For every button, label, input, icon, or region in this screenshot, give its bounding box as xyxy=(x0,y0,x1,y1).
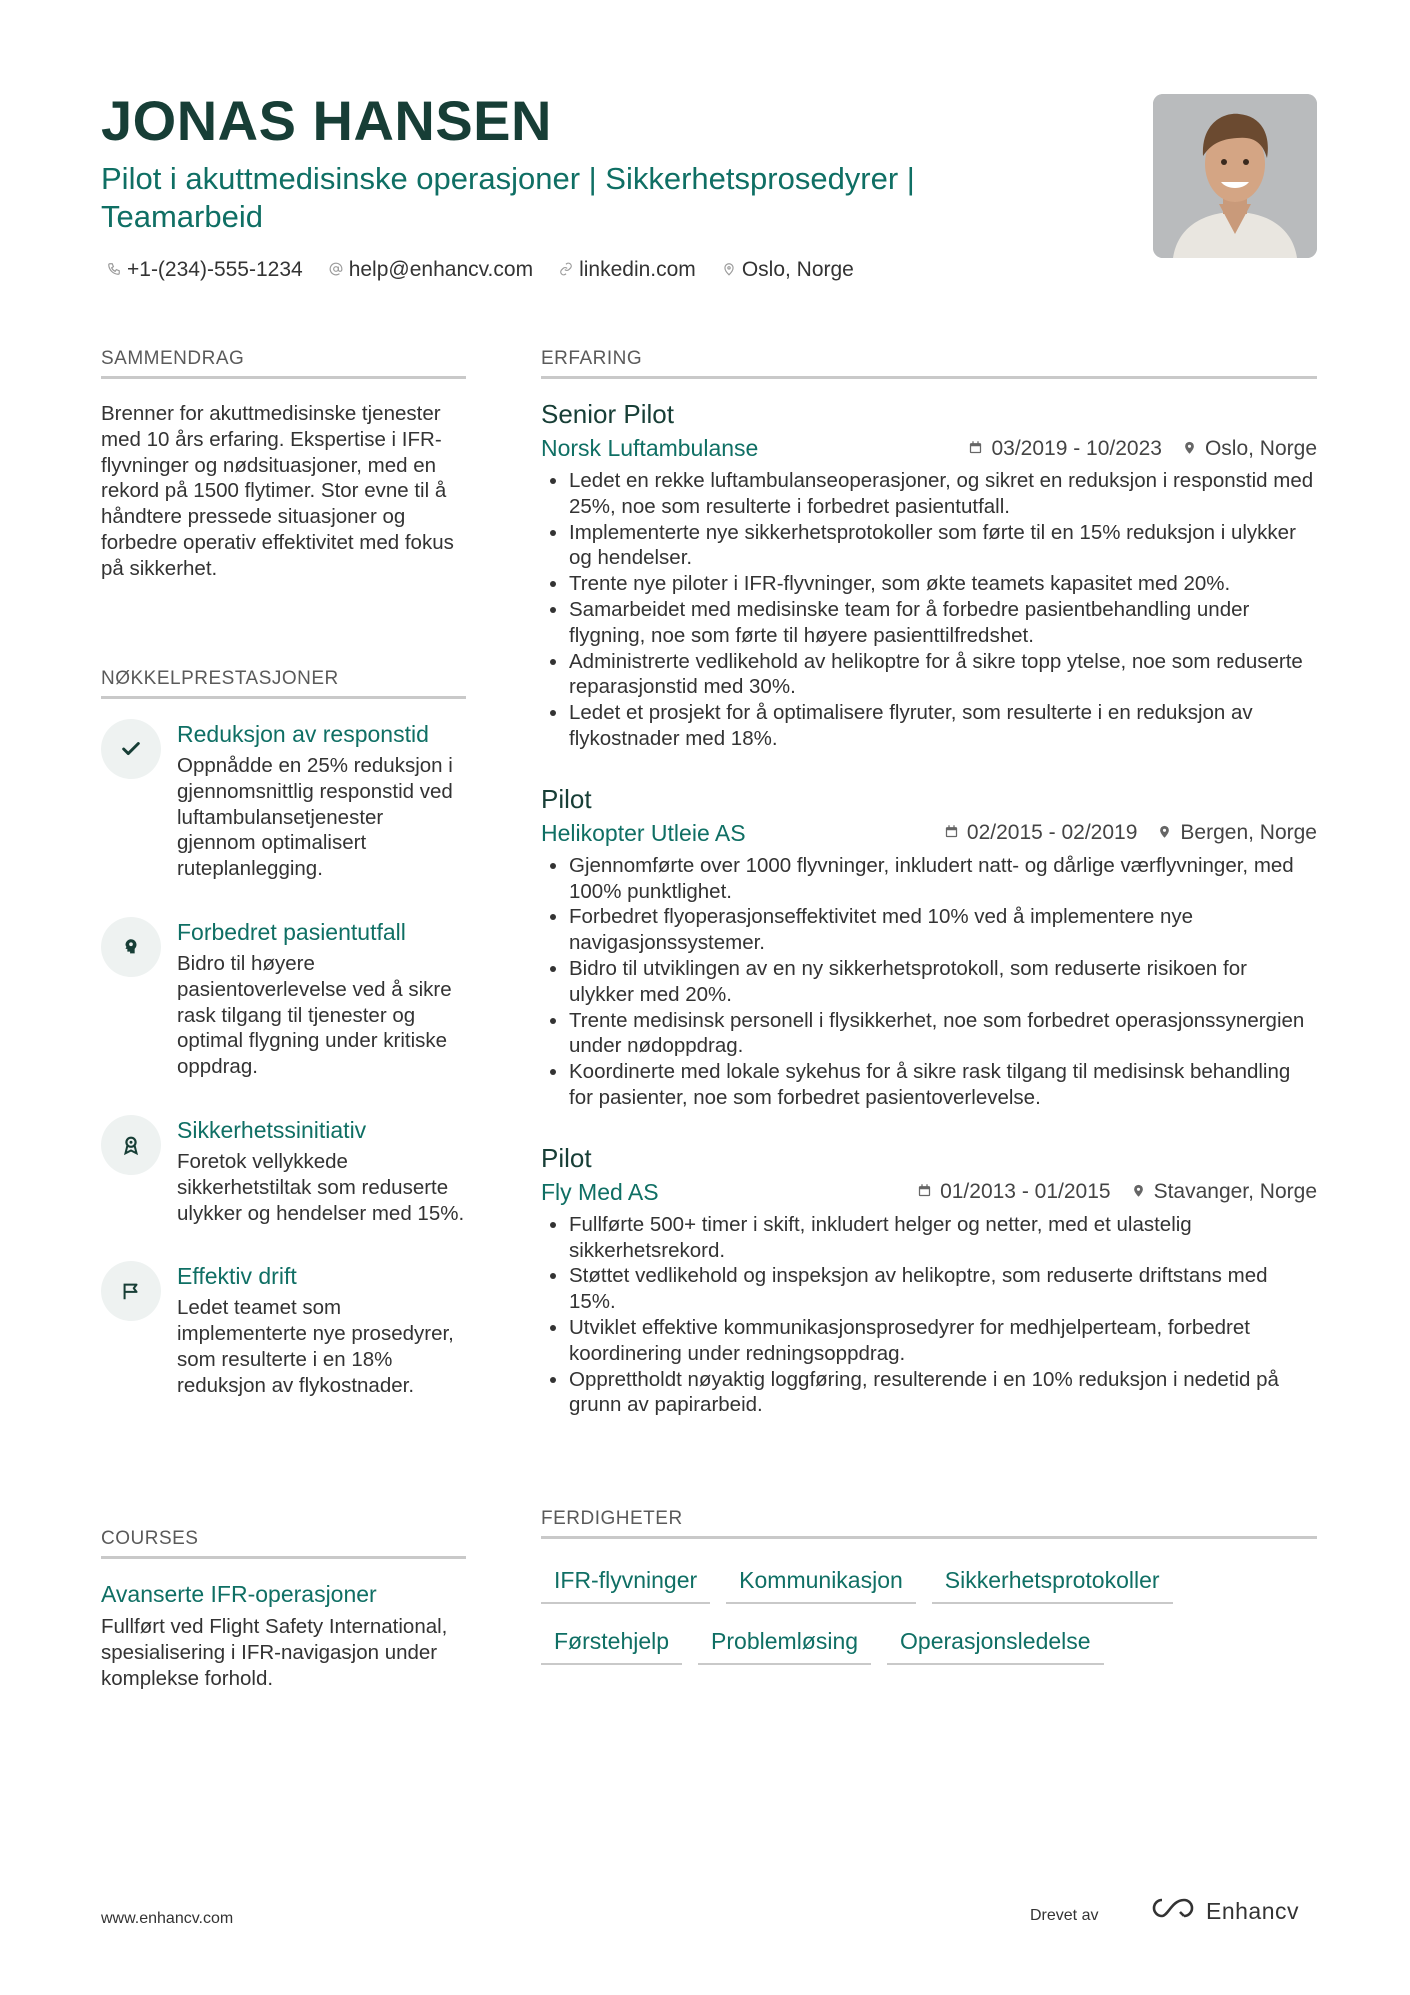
job-title: Pilot xyxy=(541,783,592,814)
section-title: SAMMENDRAG xyxy=(101,348,466,379)
company-name: Norsk Luftambulanse xyxy=(541,435,759,461)
skill-tag: IFR-flyvninger xyxy=(541,1561,710,1604)
candidate-name: JONAS HANSEN xyxy=(101,89,552,152)
award-icon xyxy=(101,1115,161,1175)
section-title: NØKKELPRESTASJONER xyxy=(101,668,466,699)
bullet-item: • Administrerte vedlikehold av helikoptre for å sikre topp ytelse, noe som reduserte reparasjonstid med 30%. xyxy=(569,649,1317,701)
achievements-section xyxy=(101,668,466,1399)
achievement-title: Forbedret pasientutfall xyxy=(177,918,406,945)
job-bullets xyxy=(541,468,1317,752)
headline: Pilot i akuttmedisinske operasjoner | Sikkerhetsprosedyrer | Teamarbeid xyxy=(101,161,915,234)
infinity-logo-icon xyxy=(1150,1897,1196,1925)
skill-tag: Førstehjelp xyxy=(541,1622,682,1665)
bullet-item: • Støttet vedlikehold og inspeksjon av helikoptre, som reduserte driftstans med 15%. xyxy=(569,1263,1317,1315)
calendar-icon xyxy=(968,437,983,461)
flag-icon xyxy=(101,1261,161,1321)
brand-name: Enhancv xyxy=(1206,1897,1300,1924)
phone-icon xyxy=(107,258,121,282)
achievement-desc: Foretok vellykkede sikkerhetstiltak som reduserte ulykker og hendelser med 15%. xyxy=(177,1149,465,1225)
skill-tag: Problemløsing xyxy=(698,1622,871,1665)
skills-section xyxy=(541,1508,1317,1665)
achievement-item xyxy=(101,917,466,1080)
section-title: ERFARING xyxy=(541,348,1317,379)
location-pin-icon xyxy=(1157,821,1172,845)
skill-tag: Sikkerhetsprotokoller xyxy=(932,1561,1173,1604)
achievement-title: Effektiv drift xyxy=(177,1263,297,1290)
bullet-item: • Opprettholdt nøyaktig loggføring, resulterende i en 10% reduksjon i nedetid på grunn av papirarbeid. xyxy=(569,1367,1317,1419)
company-name: Fly Med AS xyxy=(541,1178,659,1205)
link-icon xyxy=(559,258,573,282)
contact-linkedin[interactable] xyxy=(559,258,696,282)
footer-powered-by: Drevet av xyxy=(1030,1907,1099,1924)
job-dates: 01/2013 - 01/2015 xyxy=(940,1180,1111,1204)
summary-text: Brenner for akuttmedisinske tjenester med 10 års erfaring. Ekspertise i IFR-flyvninger og nødsituasjoner, med en rekord på 1500 flytimer. Stor evne til å håndtere pressede situasjoner og forbedre operativ effektivitet med fokus på sikkerhet. xyxy=(101,402,454,580)
bullet-item: • Gjennomførte over 1000 flyvninger, inkludert natt- og dårlige værflyvninger, med 100% punktlighet. xyxy=(569,853,1317,905)
profile-photo xyxy=(1153,94,1317,258)
achievement-item xyxy=(101,1261,466,1398)
courses-section xyxy=(101,1528,466,1691)
phone-text: +1-(234)-555-1234 xyxy=(127,258,303,281)
achievement-desc: Ledet teamet som implementerte nye prosedyrer, som resulterte i en 18% reduksjon av flykostnader. xyxy=(177,1296,454,1397)
company-name: Helikopter Utleie AS xyxy=(541,819,746,846)
achievement-title: Sikkerhetssinitiativ xyxy=(177,1116,367,1143)
job-entry xyxy=(541,1141,1317,1418)
location-pin-icon xyxy=(1131,1180,1146,1204)
section-title: FERDIGHETER xyxy=(541,1508,1317,1539)
bullet-item: • Implementerte nye sikkerhetsprotokoller som førte til en 15% reduksjon i ulykker og hendelser. xyxy=(569,520,1317,572)
job-location: Oslo, Norge xyxy=(1204,436,1317,460)
course-desc: Fullført ved Flight Safety International, spesialisering i IFR-navigasjon under komplekse forhold. xyxy=(101,1615,448,1690)
contact-bar xyxy=(107,258,854,282)
calendar-icon xyxy=(917,1180,932,1204)
section-title: COURSES xyxy=(101,1528,466,1559)
contact-location xyxy=(722,258,854,282)
contact-email[interactable] xyxy=(329,258,533,282)
skill-tag: Kommunikasjon xyxy=(726,1561,916,1604)
bullet-item: • Bidro til utviklingen av en ny sikkerhetsprotokoll, som reduserte risikoen for ulykker med 20%. xyxy=(569,956,1317,1008)
achievement-title: Reduksjon av responstid xyxy=(177,721,429,747)
bullet-item: • Ledet et prosjekt for å optimalisere flyruter, som resulterte i en reduksjon av flykostnader med 18%. xyxy=(569,700,1317,752)
linkedin-text[interactable]: linkedin.com xyxy=(579,258,696,281)
bullet-item: • Ledet en rekke luftambulanseoperasjoner, og sikret en reduksjon i responstid med 25%, noe som resulterte i forbedret pasientutfall. xyxy=(569,468,1317,520)
calendar-icon xyxy=(944,821,959,845)
location-pin-icon xyxy=(1182,437,1197,461)
job-bullets xyxy=(541,1212,1317,1418)
job-dates: 03/2019 - 10/2023 xyxy=(991,436,1162,460)
location-text: Oslo, Norge xyxy=(741,258,854,281)
check-icon xyxy=(101,719,161,779)
bullet-item: • Samarbeidet med medisinske team for å forbedre pasientbehandling under flygning, noe som førte til høyere pasienttilfredshet. xyxy=(569,597,1317,649)
location-pin-icon xyxy=(722,258,736,282)
course-title: Avanserte IFR-operasjoner xyxy=(101,1581,377,1607)
brain-icon xyxy=(101,917,161,977)
email-text[interactable]: help@enhancv.com xyxy=(348,258,534,281)
achievement-item xyxy=(101,1115,466,1226)
skill-tag: Operasjonsledelse xyxy=(887,1622,1104,1665)
job-bullets xyxy=(541,853,1317,1111)
bullet-item: • Utviklet effektive kommunikasjonsprosedyrer for medhjelperteam, forbedret koordinering under redningsoppdrag. xyxy=(569,1315,1317,1367)
contact-phone xyxy=(107,258,303,282)
skills-list xyxy=(541,1561,1241,1665)
at-icon xyxy=(329,258,343,282)
bullet-item: • Trente nye piloter i IFR-flyvninger, som økte teamets kapasitet med 20%. xyxy=(569,571,1317,597)
achievement-item xyxy=(101,719,466,882)
job-dates: 02/2015 - 02/2019 xyxy=(966,821,1138,845)
bullet-item: • Forbedret flyoperasjonseffektivitet med 10% ved å implementere nye navigasjonssystemer. xyxy=(569,904,1317,956)
job-title: Pilot xyxy=(541,1142,592,1173)
footer-url[interactable]: www.enhancv.com xyxy=(101,1910,234,1927)
job-title: Senior Pilot xyxy=(541,399,674,429)
brand-logo[interactable] xyxy=(1150,1897,1299,1925)
achievement-desc: Bidro til høyere pasientoverlevelse ved å sikre rask tilgang til tjenester og optimal flygning under kritiske oppdrag. xyxy=(177,951,452,1079)
job-location: Stavanger, Norge xyxy=(1153,1180,1317,1204)
job-location: Bergen, Norge xyxy=(1180,821,1317,845)
bullet-item: • Koordinerte med lokale sykehus for å sikre rask tilgang til medisinsk behandling for pasienter, noe som forbedret pasientoverlevelse. xyxy=(569,1059,1317,1111)
bullet-item: • Trente medisinsk personell i flysikkerhet, noe som forbedret operasjonssynergien under nødoppdrag. xyxy=(569,1008,1317,1060)
experience-section xyxy=(541,348,1317,1418)
achievement-desc: Oppnådde en 25% reduksjon i gjennomsnittlig responstid ved luftambulansetjenester gjennom optimalisert ruteplanlegging. xyxy=(177,754,453,881)
job-entry xyxy=(541,397,1317,752)
summary-section xyxy=(101,348,466,582)
job-entry xyxy=(541,782,1317,1111)
bullet-item: • Fullførte 500+ timer i skift, inkludert helger og netter, med et ulastelig sikkerhetsrekord. xyxy=(569,1212,1317,1264)
